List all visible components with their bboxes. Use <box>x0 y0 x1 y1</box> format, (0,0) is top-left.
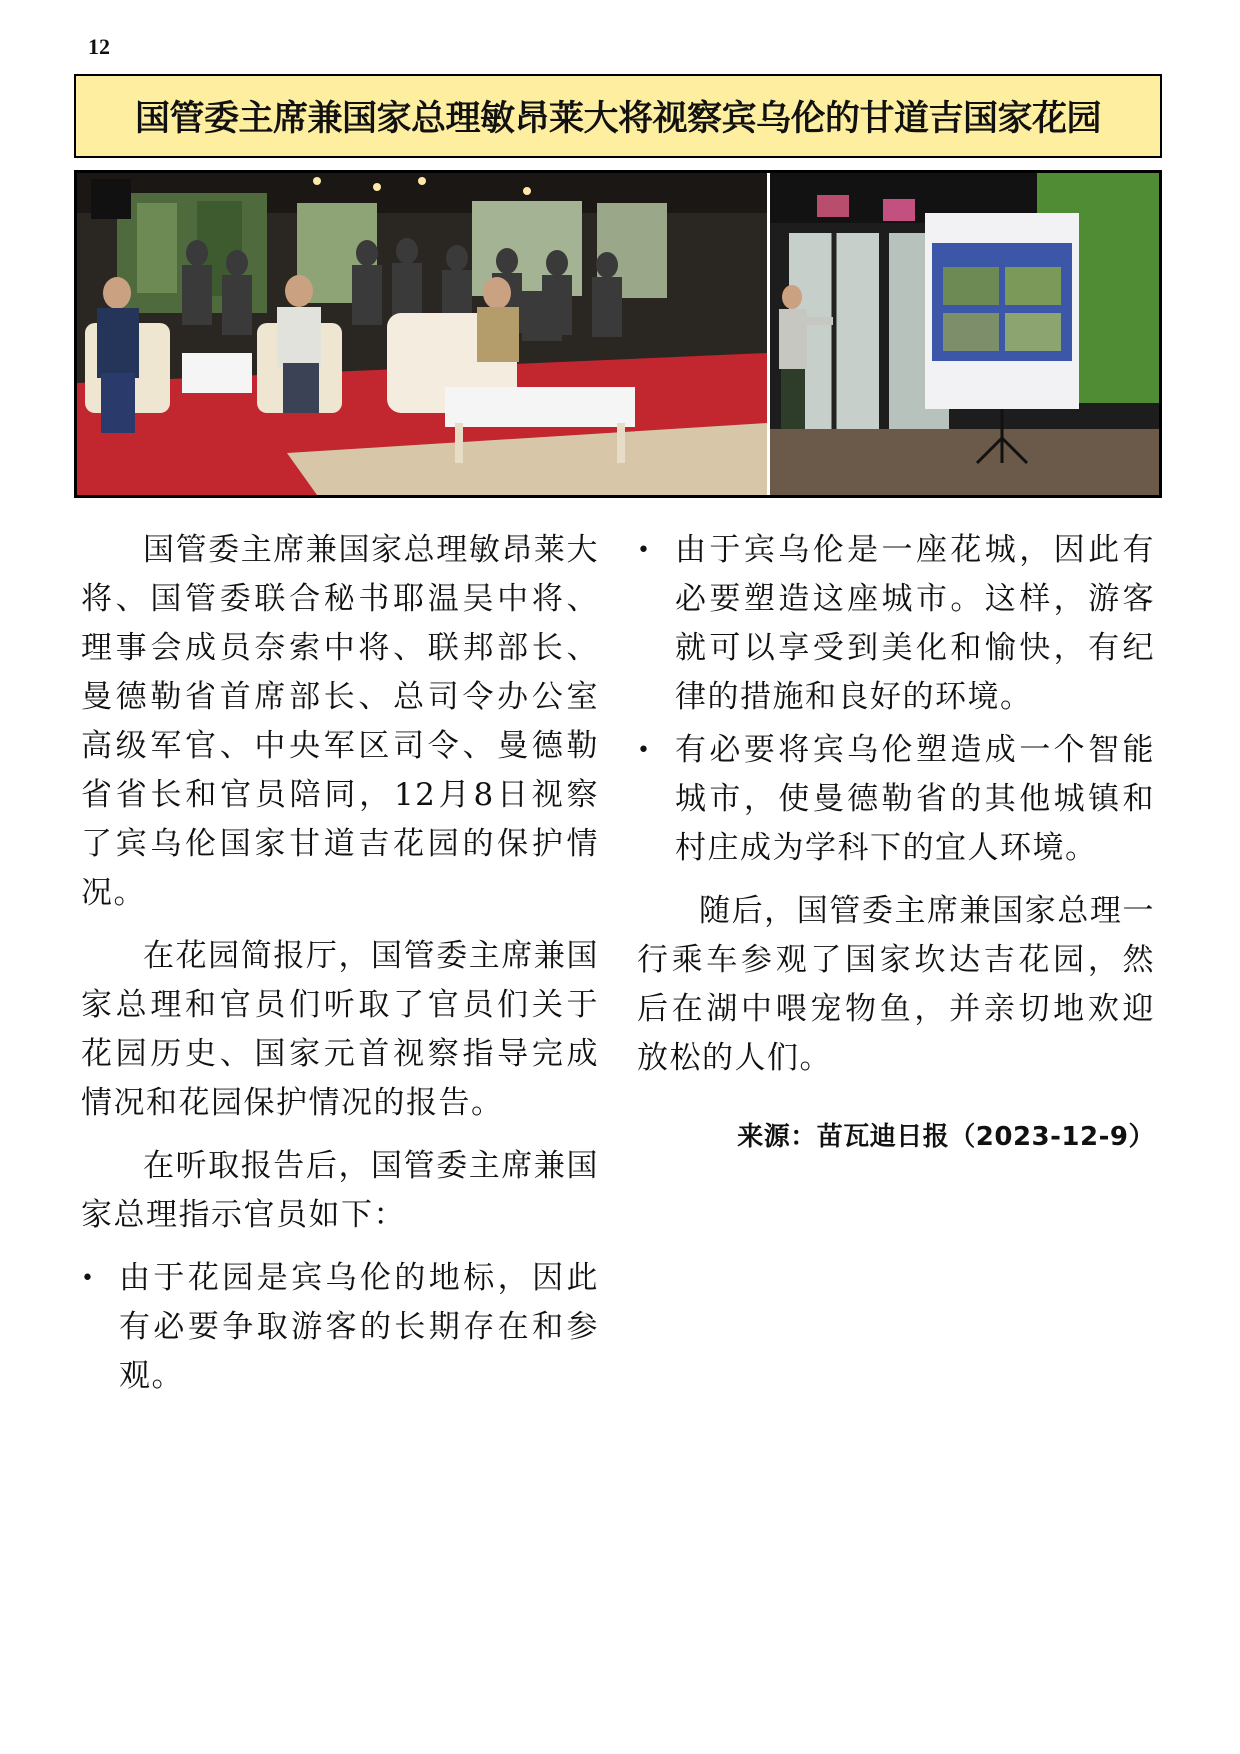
photo-audience <box>77 173 767 495</box>
article-source: 来源：苗瓦迪日报（2023-12-9） <box>737 1122 1155 1152</box>
article-column-left <box>81 526 599 1405</box>
paragraph-1: 国管委主席兼国家总理敏昂莱大将、国管委联合秘书耶温吴中将、理事会成员奈索中将、联邦部长、曼德勒省首席部长、总司令办公室高级军官、中央军区司令、曼德勒省省长和官员陪同，12月8日视察了宾乌伦国家甘道吉花园的保护情况。 <box>81 532 599 911</box>
article-column-right <box>637 526 1155 1162</box>
bullet-item-3: • 有必要将宾乌伦塑造成一个智能城市，使曼德勒省的其他城镇和村庄成为学科下的宜人环境。 <box>637 726 1155 873</box>
article-photo <box>74 170 1162 498</box>
paragraph-2: 在花园简报厅，国管委主席兼国家总理和官员们听取了官员们关于花园历史、国家元首视察指导完成情况和花园保护情况的报告。 <box>81 938 599 1121</box>
bullet-item-1: • 由于花园是宾乌伦的地标，因此有必要争取游客的长期存在和参观。 <box>81 1254 599 1401</box>
paragraph-3: 在听取报告后，国管委主席兼国家总理指示官员如下： <box>81 1148 599 1233</box>
photo-presentation <box>770 173 1159 495</box>
page-number: 12 <box>88 34 110 59</box>
bullet-item-2: • 由于宾乌伦是一座花城，因此有必要塑造这座城市。这样，游客就可以享受到美化和愉快，有纪律的措施和良好的环境。 <box>637 526 1155 722</box>
article-title: 国管委主席兼国家总理敏昂莱大将视察宾乌伦的甘道吉国家花园 <box>74 74 1162 158</box>
paragraph-4: 随后，国管委主席兼国家总理一行乘车参观了国家坎达吉花园，然后在湖中喂宠物鱼，并亲切地欢迎放松的人们。 <box>637 893 1155 1076</box>
